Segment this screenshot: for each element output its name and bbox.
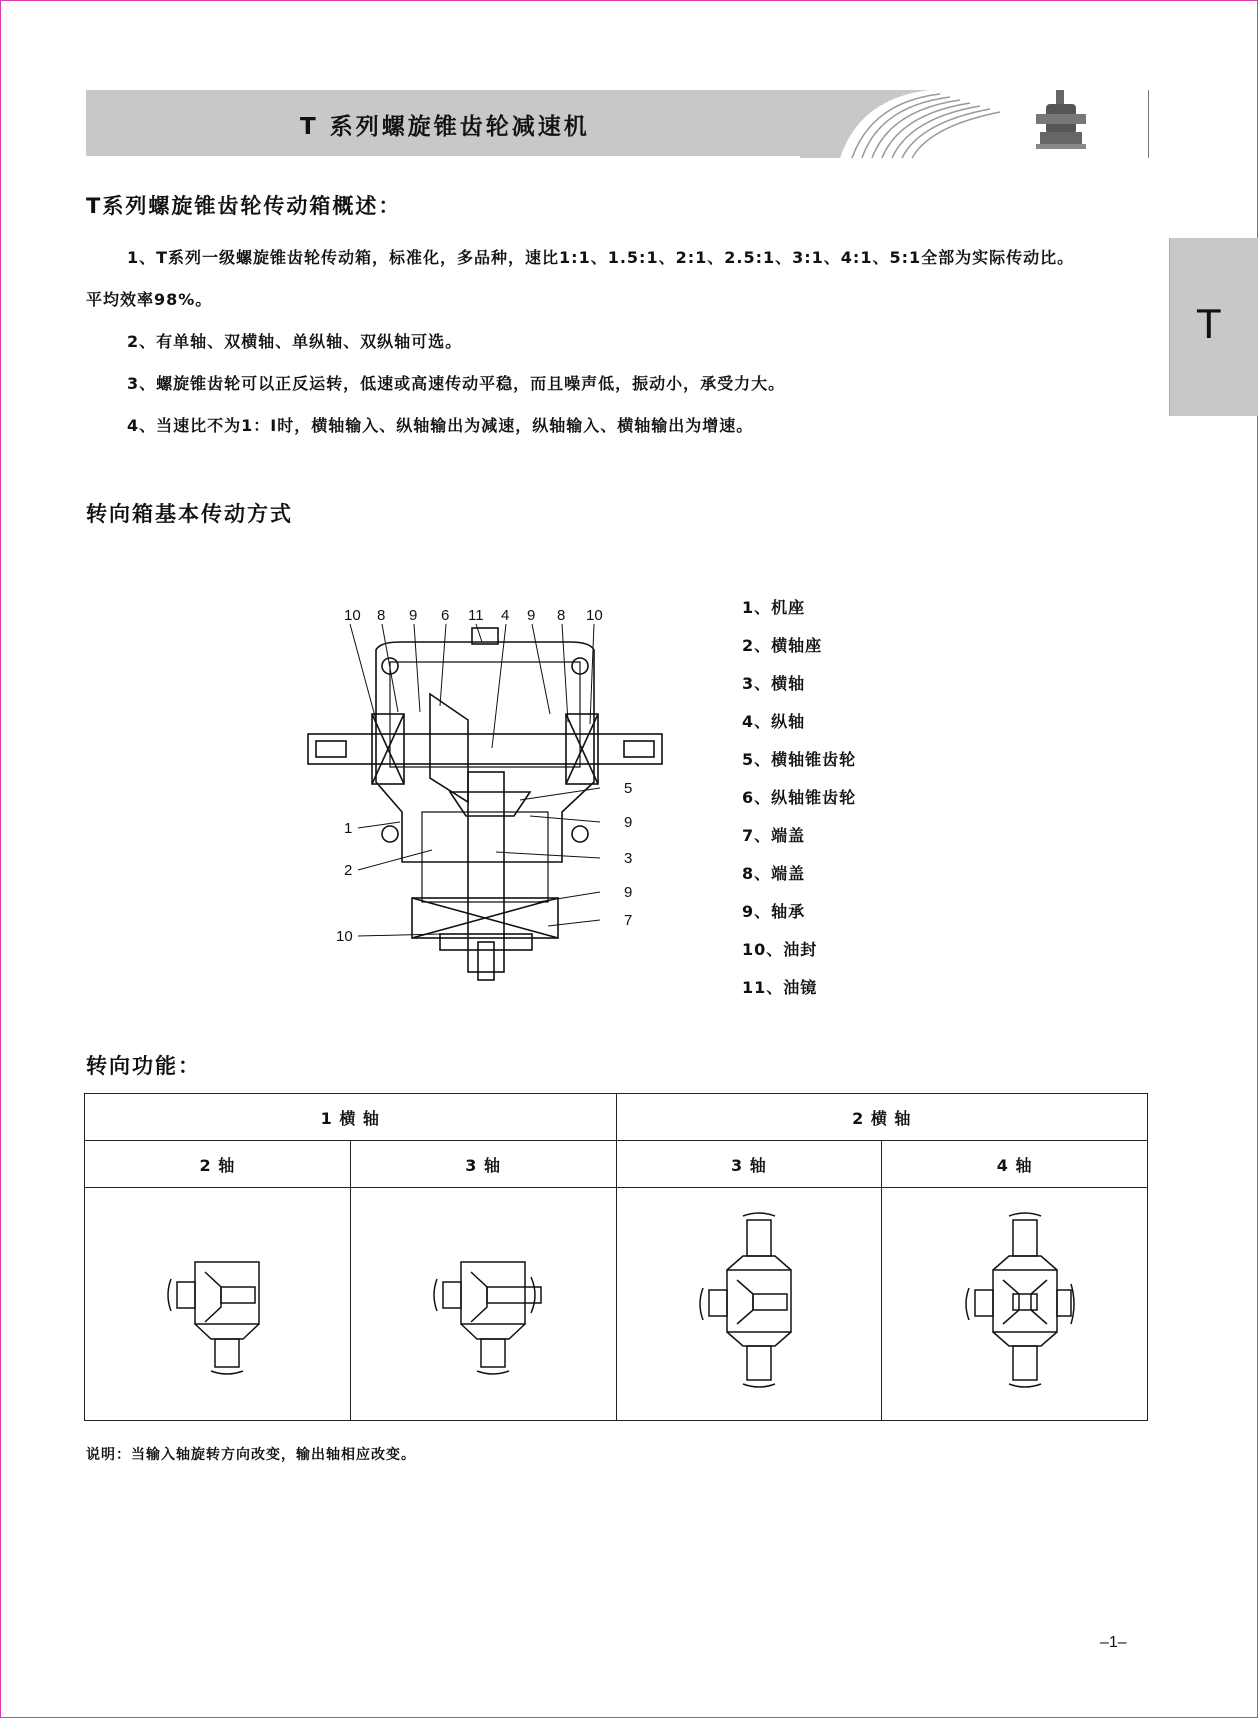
overview-paragraph-4: 4、当速比不为1：I时，横轴输入、纵轴输出为减速，纵轴输入、横轴输出为增速。 — [127, 416, 754, 435]
legend-item: 5、横轴锥齿轮 — [742, 750, 857, 769]
overview-paragraph-1-cont: 平均效率98%。 — [86, 290, 213, 309]
diagram-label-2: 2 — [344, 862, 353, 879]
legend-item: 7、端盖 — [742, 826, 806, 845]
function-title: 转向功能： — [86, 1054, 201, 1078]
diagram-label-1: 1 — [344, 820, 353, 837]
config-3-shaft-cell-a — [350, 1188, 616, 1421]
config-2-shaft-cell — [85, 1188, 351, 1421]
legend-item: 10、油封 — [742, 940, 818, 959]
parts-legend — [742, 596, 942, 1014]
diagram-label-6: 6 — [441, 607, 450, 624]
side-tab-letter: T — [1196, 300, 1222, 347]
config-3-shaft-diagram-b — [689, 1212, 809, 1392]
config-3-shaft-diagram-a — [423, 1227, 543, 1377]
legend-item: 9、轴承 — [742, 902, 806, 921]
diagram-label-9-right-upper: 9 — [624, 814, 633, 831]
diagram-label-7: 7 — [624, 912, 633, 929]
config-4-shaft-cell — [882, 1188, 1148, 1421]
page-title: T 系列螺旋锥齿轮减速机 — [300, 114, 590, 140]
diagram-label-11: 11 — [468, 607, 484, 624]
group-header-2: 2 横 轴 — [616, 1094, 1148, 1141]
footnote: 说明：当输入轴旋转方向改变，输出轴相应改变。 — [86, 1447, 416, 1463]
diagram-label-10-top-right: 10 — [586, 607, 603, 624]
column-header-3-shaft: 3 轴 — [616, 1141, 882, 1188]
legend-item: 8、端盖 — [742, 864, 806, 883]
steering-function-table — [84, 1093, 1148, 1421]
legend-item: 1、机座 — [742, 598, 806, 617]
column-header-4-shaft: 4 轴 — [882, 1141, 1148, 1188]
diagram-label-9-top-left: 9 — [409, 607, 418, 624]
column-header-2-shaft: 2 轴 — [85, 1141, 351, 1188]
diagram-label-8-top-right: 8 — [557, 607, 566, 624]
diagram-label-3: 3 — [624, 850, 633, 867]
diagram-label-4: 4 — [501, 607, 510, 624]
overview-title: T系列螺旋锥齿轮传动箱概述： — [86, 194, 402, 218]
section-side-tab — [1169, 238, 1258, 416]
legend-item: 4、纵轴 — [742, 712, 806, 731]
column-header-3-shaft: 3 轴 — [350, 1141, 616, 1188]
diagram-label-9-right-lower: 9 — [624, 884, 633, 901]
diagram-label-8-top-left: 8 — [377, 607, 386, 624]
diagram-label-10-top-left: 10 — [344, 607, 361, 624]
diagram-label-9-top-right: 9 — [527, 607, 536, 624]
legend-item: 11、油镜 — [742, 978, 818, 997]
legend-item: 6、纵轴锥齿轮 — [742, 788, 857, 807]
header-gearbox-illustration — [800, 88, 1150, 160]
diagram-label-10-bottom: 10 — [336, 928, 353, 945]
gearbox-cross-section-diagram — [300, 602, 670, 997]
group-header-1: 1 横 轴 — [85, 1094, 617, 1141]
overview-paragraph-2: 2、有单轴、双横轴、单纵轴、双纵轴可选。 — [127, 332, 463, 351]
overview-paragraph-3: 3、螺旋锥齿轮可以正反运转，低速或高速传动平稳，而且噪声低，振动小，承受力大。 — [127, 374, 786, 393]
overview-paragraph-1: 1、T系列一级螺旋锥齿轮传动箱，标准化，多品种，速比1:1、1.5:1、2:1、2.5:1、3:1、4:1、5:1全部为实际传动比。 — [127, 248, 1075, 267]
legend-item: 2、横轴座 — [742, 636, 823, 655]
transmission-title: 转向箱基本传动方式 — [86, 502, 293, 526]
page-number: –1– — [1100, 1634, 1127, 1651]
config-2-shaft-diagram — [157, 1227, 277, 1377]
config-4-shaft-diagram — [955, 1212, 1075, 1392]
diagram-label-5: 5 — [624, 780, 633, 797]
legend-item: 3、横轴 — [742, 674, 806, 693]
config-3-shaft-cell-b — [616, 1188, 882, 1421]
